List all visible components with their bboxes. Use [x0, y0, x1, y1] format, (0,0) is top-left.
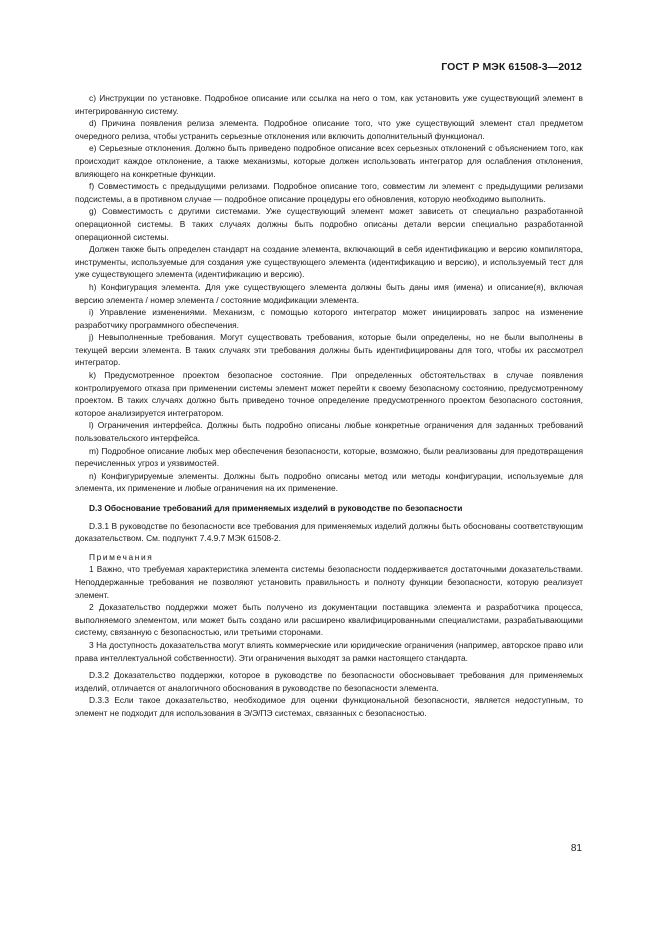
- item-m-security-measures: m) Подробное описание любых мер обеспечения безопасности, которые, возможно, были реализованы для предотвращения перечисленных угроз и уязвимостей.: [75, 445, 583, 469]
- item-l-interface-limits: l) Ограничения интерфейса. Должны быть подробно описаны любые конкретные ограничения для заданных требований пользовательского интерфейса.: [75, 420, 583, 444]
- page-number: 81: [570, 843, 582, 854]
- standard-header: ГОСТ Р МЭК 61508-3—2012: [441, 61, 582, 73]
- item-j-unmet-requirements: j) Невыполненные требования. Могут существовать требования, которые были определены, но не были выполнены в текущей версии элемента. В таких случаях эти требования должны быть идентифицированы для того, чтобы их рассмотрел интегратор.: [75, 332, 583, 368]
- note-3: 3 На доступность доказательства могут влиять коммерческие или юридические ограничения (например, авторское право или права интеллектуальной собственности). Эти ограничения выходят за рамки настоящего стандарта.: [75, 639, 583, 663]
- clause-d32: D.3.2 Доказательство поддержки, которое в руководстве по безопасности обосновывает требования для применяемых изделий, отличается от аналогичного обоснования в руководстве по безопасности элемента.: [75, 670, 583, 693]
- item-i-change-management: i) Управление изменениями. Механизм, с помощью которого интегратор может инициировать запрос на изменение разработчику программного обеспечения.: [75, 307, 583, 330]
- section-heading-d3: D.3 Обоснование требований для применяемых изделий в руководстве по безопасности: [89, 503, 463, 513]
- note-1: 1 Важно, что требуемая характеристика элемента системы безопасности поддерживается достаточными доказательствами. Неподдержанные требования не позволяют установить правильность и полноту функции безопасности, которую реализует элемент.: [75, 564, 583, 600]
- item-g-build-standard: Должен также быть определен стандарт на создание элемента, включающий в себя идентификацию и версию компилятора, инструменты, используемые для создания уже существующего элемента (идентификацию и версию), и используемый тест для уже существующего элемента (идентификацию и версию).: [75, 244, 583, 280]
- item-n-configurable-elements: n) Конфигурируемые элементы. Должны быть подробно описаны метод или методы конфигурации, используемые для элемента, их применение и любые ограничения на их применение.: [75, 470, 583, 494]
- item-h-configuration: h) Конфигурация элемента. Для уже существующего элемента должны быть даны имя (имена) и описание(я), включая версию элемента / номер элемента / состояние модификации элемента.: [75, 281, 583, 305]
- note-2: 2 Доказательство поддержки может быть получено из документации поставщика элемента и разработчика процесса, выполняемого элементом, или может быть создано или расширено квалифицированными специалистами, разрабатывающими систему, связанную с безопасностью, или третьими сторонами.: [75, 602, 583, 638]
- document-body: [75, 92, 583, 720]
- item-k-safe-state: k) Предусмотренное проектом безопасное состояние. При определенных обстоятельствах в случае появления контролируемого отказа при применении системы элемент может перейти к своему безопасному состоянию, предусмотренному проектом. В таких случаях должно быть приведено точное определение предусмотренного проектом безопасного состояния, которое анализируется интегратором.: [75, 370, 583, 418]
- clause-d31: D.3.1 В руководстве по безопасности все требования для применяемых изделий должны быть обоснованы соответствующим доказательством. См. подпункт 7.4.9.7 МЭК 61508-2.: [75, 520, 583, 544]
- item-g-compatibility-systems: g) Совместимость с другими системами. Уже существующий элемент может зависеть от специально разработанной операционной системы. В таких случаях должны быть подробно описаны детали версии специально разработанной операционной системы.: [75, 206, 583, 242]
- item-f-compatibility-releases: f) Совместимость с предыдущими релизами. Подробное описание того, совместим ли элемент с предыдущими релизами подсистемы, а в противном случае — подробное описание процедуры его обновления, которую необходимо выполнить.: [75, 181, 583, 204]
- item-c-installation: c) Инструкции по установке. Подробное описание или ссылка на него о том, как установить уже существующий элемент в интегрированную систему.: [75, 93, 583, 116]
- item-e-deviations: e) Серьезные отклонения. Должно быть приведено подробное описание всех серьезных отклонений с объяснением того, как происходит каждое отклонение, а также механизмы, которые должен использовать интегратор для ослабления отклонения, влияющего на конкретные функции.: [75, 143, 583, 179]
- clause-d33: D.3.3 Если такое доказательство, необходимое для оценки функциональной безопасности, является недоступным, то элемент не подходит для использования в Э/Э/ПЭ системах, связанных с безопасностью.: [75, 695, 583, 718]
- notes-title: Примечания: [89, 551, 154, 562]
- item-d-release-reason: d) Причина появления релиза элемента. Подробное описание того, что уже существующий элемент стал предметом очередного релиза, чтобы устранить серьезные отклонения или включить дополнительный функционал.: [75, 118, 583, 141]
